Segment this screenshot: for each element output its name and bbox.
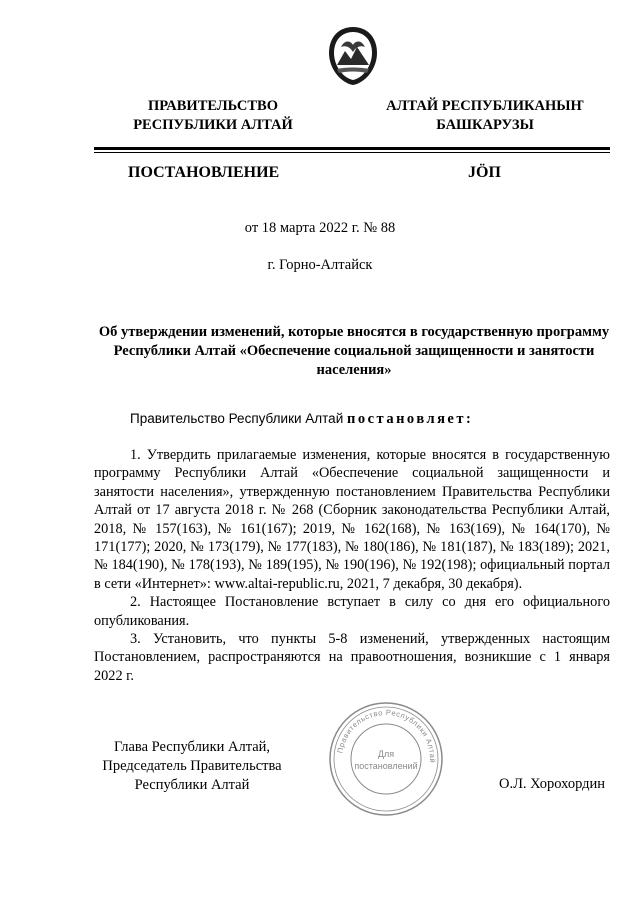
paragraph-1: 1. Утвердить прилагаемые изменения, которые вносятся в государственную программу Республики Алтай «Обеспечение социальной защищенности и занятости населения», утвержденную постановлением Правительства Республики Алтай от 17 августа 2018 г. № 268 (Сборник законодательства Республики Алтай, 2018, № 157(163), № 161(167); 2019, № 162(168), № 163(169), № 164(170), № 171(177); 2020, № 173(179), № 177(183), № 180(186), № 181(187), № 183(189); 2021, № 184(190), № 178(193), № 189(195), № 190(196), № 192(198); официальный портал в сети «Интернет»: www.altai-republic.ru, 2021, 7 декабря, 30 декабря). — [94, 447, 610, 592]
lead-sentence — [130, 411, 473, 428]
signatory-position — [92, 738, 292, 795]
document-city: г. Горно-Алтайск — [267, 257, 373, 273]
document-date-number: от 18 марта 2022 г. № 88 — [244, 220, 396, 236]
paragraph-2: 2. Настоящее Постановление вступает в силу со дня его официального опубликования. — [94, 594, 610, 629]
header-right-line2: БАШКАРУЗЫ — [436, 117, 534, 133]
stamp-line2: постановлений — [354, 761, 418, 771]
signatory-line3: Республики Алтай — [134, 777, 250, 793]
stamp-line1: Для — [377, 749, 395, 759]
document-title: Об утверждении изменений, которые вносятся в государственную программу Республики Алтай «Обеспечение социальной защищенности и занятости населения» — [98, 324, 610, 378]
header-divider-thick — [94, 147, 610, 150]
lead-prefix: Правительство Республики Алтай — [130, 411, 347, 426]
signatory-line1: Глава Республики Алтай, — [113, 739, 271, 755]
header-left — [118, 97, 308, 135]
coat-of-arms-icon — [327, 25, 379, 87]
signatory-line2: Председатель Правительства — [102, 758, 282, 774]
lead-verb: постановляет: — [346, 411, 474, 427]
signatory-name: О.Л. Хорохордин — [499, 776, 606, 792]
stamp-ring-text: Правительство Республики Алтай — [335, 707, 438, 764]
doc-type-russian: ПОСТАНОВЛЕНИЕ — [128, 164, 280, 181]
paragraph-3: 3. Установить, что пункты 5-8 изменений, утвержденных настоящим Постановлением, распространяются на правоотношения, возникшие с 1 января 2022 г. — [94, 631, 610, 684]
header-divider-thin — [94, 152, 610, 153]
header-right-line1: АЛТАЙ РЕСПУБЛИКАНЫҤ — [386, 98, 584, 114]
header-right — [380, 97, 590, 135]
document-body — [94, 446, 610, 685]
header-left-line2: РЕСПУБЛИКИ АЛТАЙ — [133, 117, 293, 133]
official-stamp — [327, 700, 445, 818]
doc-type-altai: JÖП — [468, 164, 501, 181]
header-left-line1: ПРАВИТЕЛЬСТВО — [148, 98, 278, 114]
